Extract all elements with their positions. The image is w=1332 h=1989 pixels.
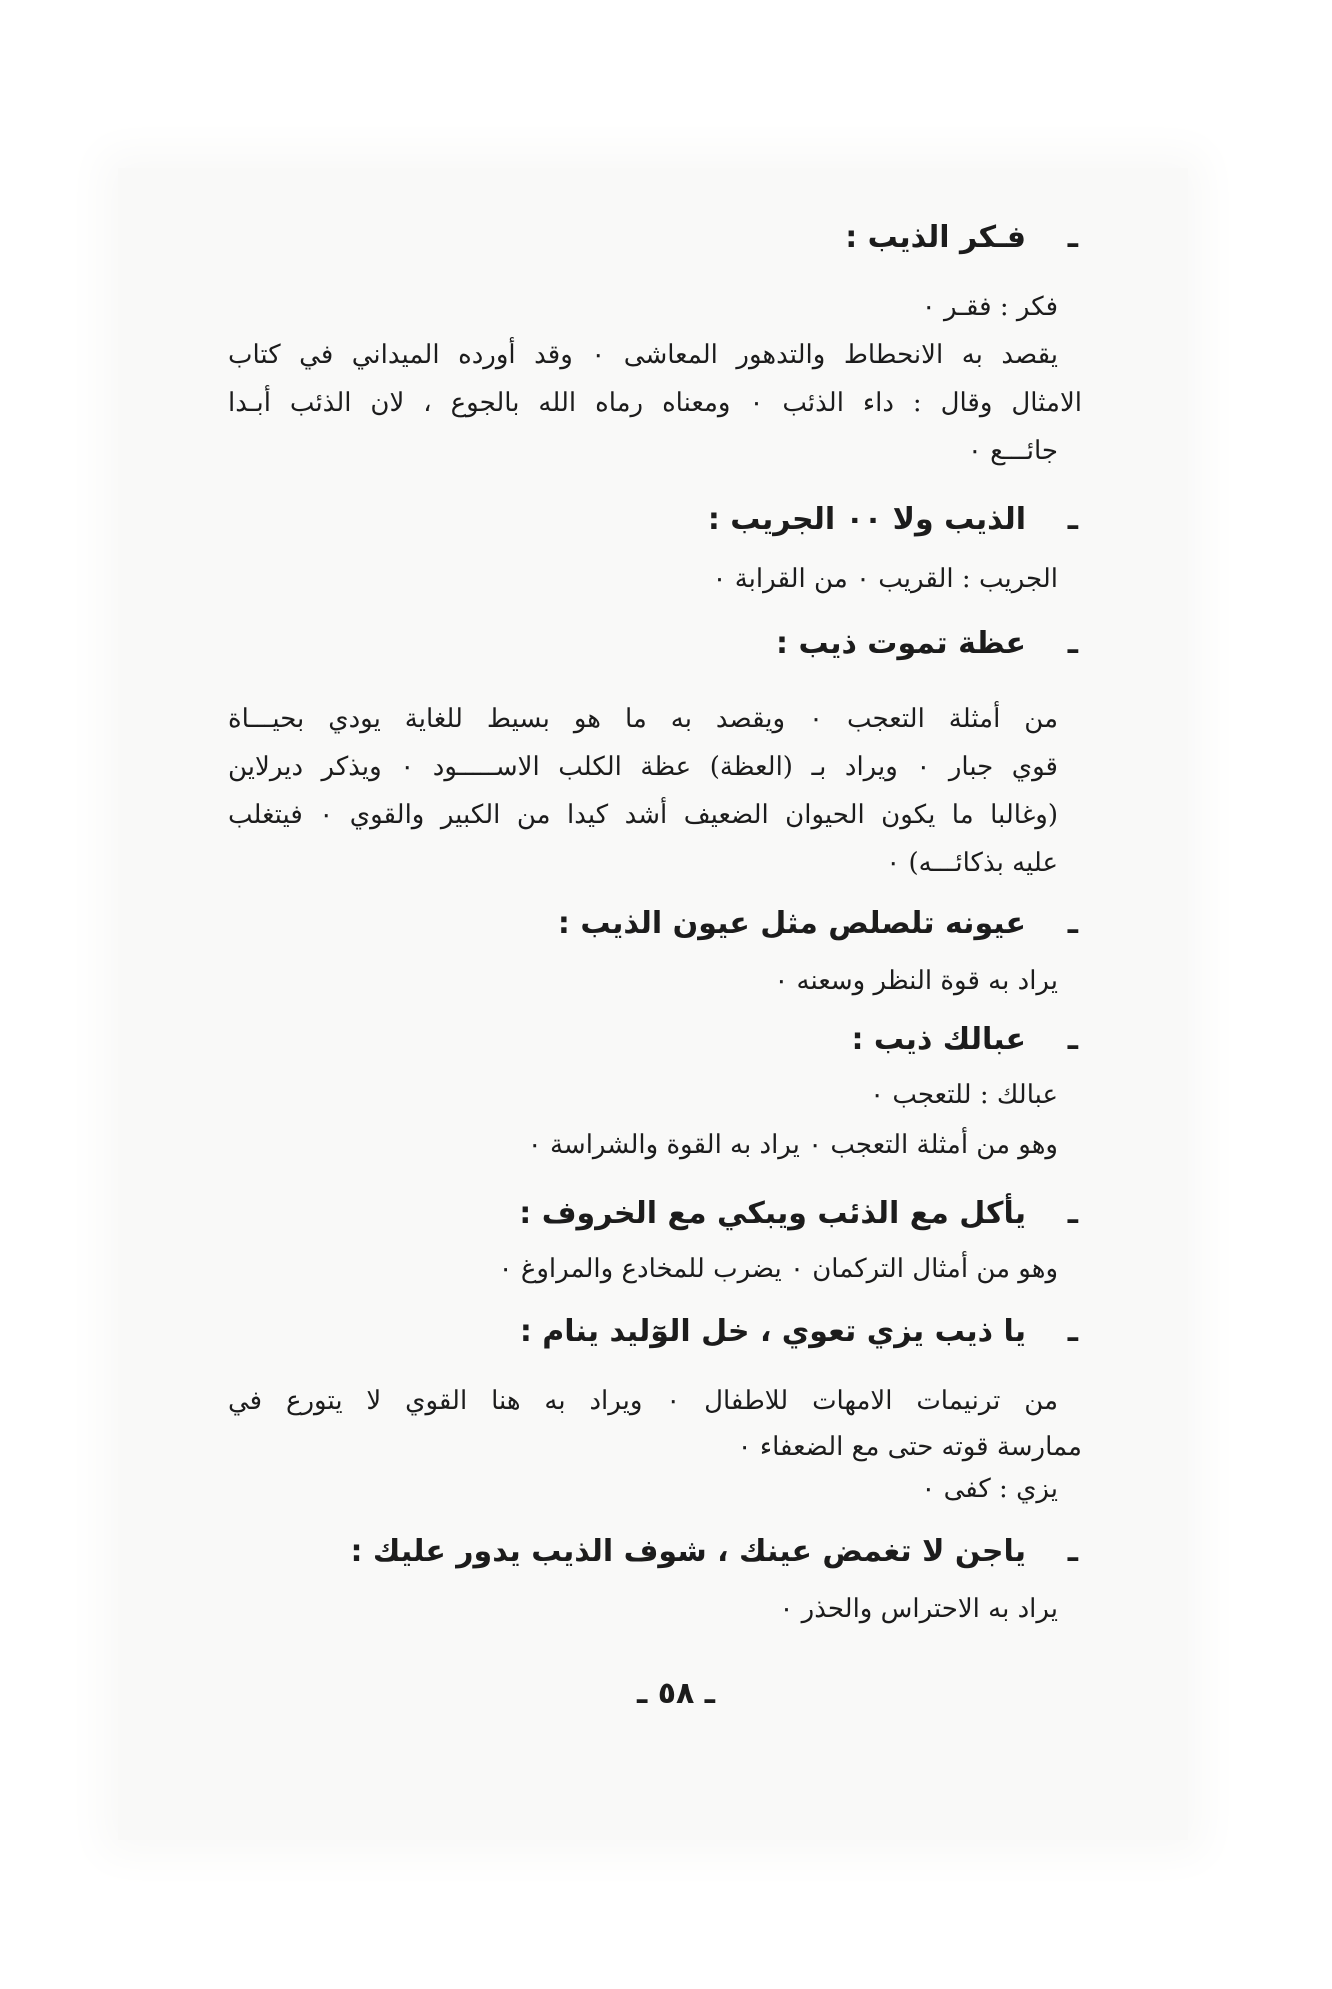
body-line: من أمثلة التعجب ٠ ويقصد به ما هو بسيط للغاية يودي بحيـــاة: [228, 704, 1059, 734]
body-line: يزي : كفى ٠: [921, 1474, 1058, 1504]
heading-text: عيونه تلصلص مثل عيون الذيب :: [557, 906, 1026, 941]
heading-text: عظة تموت ذيب :: [776, 626, 1026, 661]
body-line: الجريب : القريب ٠ من القرابة ٠: [712, 564, 1058, 594]
body-line: وهو من أمثلة التعجب ٠ يراد به القوة والشراسة ٠: [527, 1130, 1058, 1160]
proverb-heading: [520, 1312, 1078, 1352]
body-line: عليه بذكائـــه) ٠: [886, 848, 1058, 878]
heading-text: ياجن لا تغمض عينك ، شوف الذيب يدور عليك :: [350, 1534, 1026, 1569]
heading-dash: ـ: [1067, 906, 1078, 941]
body-line: عبالك : للتعجب ٠: [870, 1080, 1058, 1110]
proverb-heading: [845, 218, 1078, 258]
proverb-heading: [708, 500, 1078, 540]
body-line: يراد به الاحتراس والحذر ٠: [779, 1594, 1058, 1624]
heading-dash: ـ: [1067, 220, 1078, 255]
body-line: قوي جبار ٠ ويراد بـ (العظة) عظة الكلب الاســـــود ٠ ويذكر ديرلاين: [228, 752, 1058, 782]
heading-dash: ـ: [1067, 1314, 1078, 1349]
heading-dash: ـ: [1067, 1196, 1078, 1231]
heading-text: يأكل مع الذئب ويبكي مع الخروف :: [519, 1196, 1026, 1231]
heading-dash: ـ: [1067, 502, 1078, 537]
proverb-heading: [519, 1194, 1078, 1234]
heading-text: يا ذيب يزي تعوي ، خل الوٓليد ينام :: [519, 1314, 1026, 1349]
body-line: من ترنيمات الامهات للاطفال ٠ ويراد به هنا القوي لا يتورع في: [228, 1386, 1058, 1416]
body-line: وهو من أمثال التركمان ٠ يضرب للمخادع والمراوغ ٠: [498, 1254, 1058, 1284]
proverb-heading: [851, 1020, 1078, 1060]
proverb-heading: [776, 624, 1078, 664]
page-number: ـ ٥٨ ـ: [636, 1676, 716, 1711]
heading-text: عبالك ذيب :: [851, 1022, 1026, 1057]
body-line: (وغالبا ما يكون الحيوان الضعيف أشد كيدا من الكبير والقوي ٠ فيتغلب: [228, 800, 1058, 830]
body-line: جائـــع ٠: [967, 436, 1058, 466]
heading-text: الذيب ولا ٠٠ الجريب :: [707, 502, 1026, 537]
proverb-heading: [558, 904, 1078, 944]
heading-dash: ـ: [1067, 1534, 1078, 1569]
heading-text: فـكر الذيب :: [845, 220, 1026, 255]
proverb-heading: [350, 1532, 1078, 1572]
body-line: ممارسة قوته حتى مع الضعفاء ٠: [737, 1432, 1082, 1462]
body-line: الامثال وقال : داء الذئب ٠ ومعناه رماه الله بالجوع ، لان الذئب أبـدا: [228, 388, 1082, 418]
heading-dash: ـ: [1067, 1022, 1078, 1057]
heading-dash: ـ: [1067, 626, 1078, 661]
body-line: يقصد به الانحطاط والتدهور المعاشى ٠ وقد أورده الميداني في كتاب: [228, 340, 1058, 370]
body-line: يراد به قوة النظر وسعنه ٠: [774, 966, 1058, 996]
body-line: فكر : فقـر ٠: [921, 292, 1058, 322]
